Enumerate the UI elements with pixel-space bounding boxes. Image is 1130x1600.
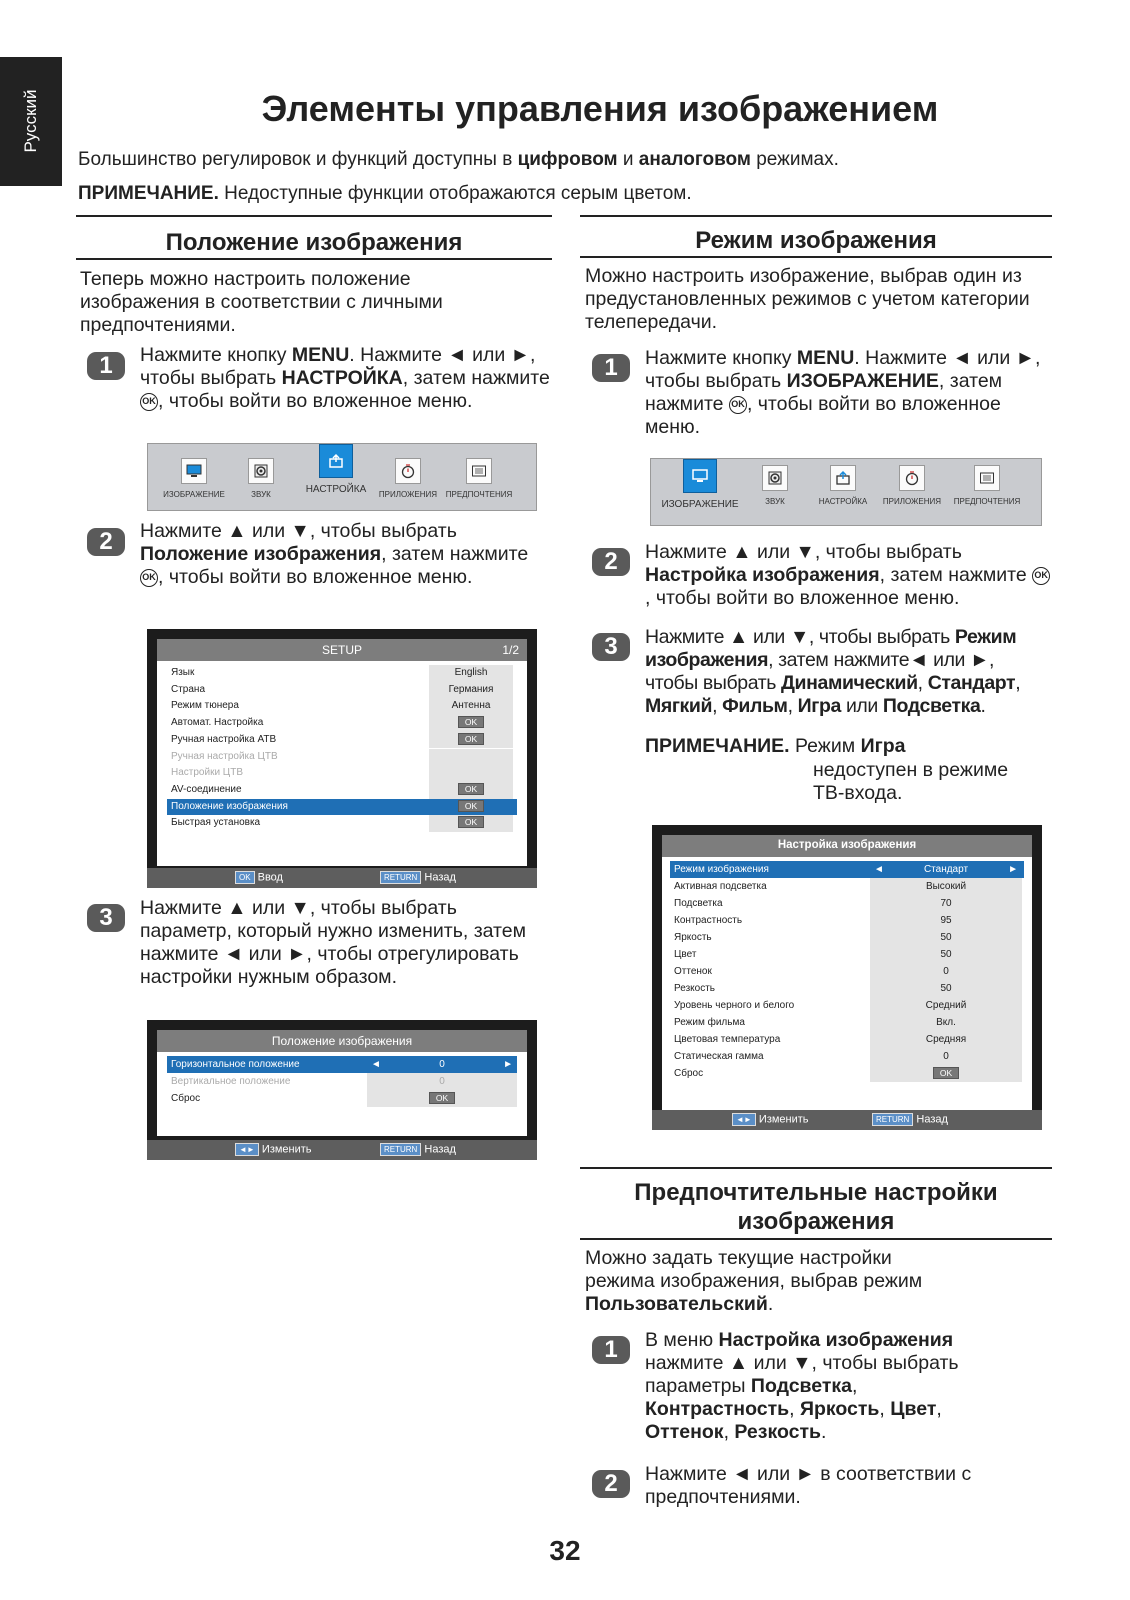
menu-row[interactable] bbox=[167, 765, 517, 782]
right-arrow-icon[interactable]: ► bbox=[1008, 864, 1018, 875]
menu-row[interactable] bbox=[167, 782, 517, 799]
row-value: OK bbox=[429, 815, 513, 832]
row-label: Ручная настройка АТВ bbox=[171, 733, 277, 745]
page-number: 32 bbox=[549, 1535, 581, 1566]
page-title: Элементы управления изображением bbox=[261, 88, 939, 129]
row-value: English bbox=[454, 667, 488, 678]
section-desc: Можно настроить изображение, выбрав один из предустановленных режимов с учетом категории телепередачи. bbox=[585, 265, 1030, 333]
intro-paragraph bbox=[78, 149, 839, 171]
language-label: Русский bbox=[21, 89, 40, 153]
step-badge: 3 bbox=[87, 904, 125, 932]
setup-footer: OK Ввод RETURN Назад bbox=[147, 868, 537, 888]
step-badge: 2 bbox=[592, 548, 630, 576]
menu-item-apps[interactable]: ПРИЛОЖЕНИЯ bbox=[378, 458, 438, 499]
row-label: Режим тюнера bbox=[171, 700, 239, 712]
menu-row[interactable] bbox=[670, 895, 1024, 912]
step-badge: 2 bbox=[87, 528, 125, 556]
row-label: Цвет bbox=[674, 949, 697, 960]
step-text: Нажмите кнопку MENU. Нажмите ◄ или ►, чтобы выбрать НАСТРОЙКА, затем нажмите OK , чтобы войти во вложенное меню. bbox=[140, 344, 550, 412]
speaker-icon bbox=[762, 465, 788, 491]
menu-item-apps[interactable]: ПРИЛОЖЕНИЯ bbox=[881, 465, 943, 506]
row-value: OK bbox=[870, 1065, 1022, 1082]
row-label: Оттенок bbox=[674, 966, 712, 977]
timer-icon bbox=[395, 458, 421, 484]
step-text: Нажмите ▲ или ▼, чтобы выбрать параметр, который нужно изменить, затем нажмите ◄ или ►, чтобы отрегулировать настройки нужным образом. bbox=[140, 897, 527, 988]
step-badge: 1 bbox=[592, 1336, 630, 1364]
row-value: OK bbox=[429, 799, 513, 816]
preferences-icon bbox=[974, 465, 1000, 491]
row-label: Статическая гамма bbox=[674, 1051, 764, 1062]
left-arrow-icon[interactable]: ◄ bbox=[371, 1059, 381, 1070]
menu-item-prefs[interactable]: ПРЕДПОЧТЕНИЯ bbox=[444, 458, 514, 499]
setup-icon bbox=[830, 465, 856, 491]
row-label: Быстрая установка bbox=[171, 817, 261, 829]
row-label: Язык bbox=[171, 667, 195, 678]
divider bbox=[580, 1167, 1052, 1169]
row-label: Сброс bbox=[171, 1093, 201, 1104]
mode-note-cont: недоступен в режиме ТВ-входа. bbox=[813, 759, 1009, 804]
row-value: 0 ◄ ► bbox=[367, 1056, 517, 1073]
row-label: Настройки ЦТВ bbox=[171, 767, 243, 779]
language-tab bbox=[0, 57, 62, 186]
row-value: 50 bbox=[940, 932, 952, 943]
section-desc: Теперь можно настроить положение изображения в соответствии с личными предпочтениями. bbox=[80, 268, 443, 336]
row-value: 50 bbox=[940, 983, 952, 994]
menu-row[interactable] bbox=[167, 665, 517, 682]
main-menu-bar bbox=[650, 458, 1042, 526]
divider bbox=[580, 256, 1052, 258]
row-label: Сброс bbox=[674, 1068, 704, 1079]
setup-screen bbox=[147, 629, 537, 888]
setup-icon bbox=[319, 444, 353, 478]
row-value: Стандарт ◄ ► bbox=[870, 861, 1022, 878]
menu-row[interactable] bbox=[670, 1048, 1024, 1065]
menu-row[interactable] bbox=[670, 861, 1024, 878]
row-value: OK bbox=[367, 1090, 517, 1107]
menu-row[interactable] bbox=[167, 799, 517, 816]
menu-row[interactable] bbox=[167, 749, 517, 766]
menu-item-setup[interactable]: НАСТРОЙКА bbox=[811, 465, 875, 506]
row-label: Яркость bbox=[674, 932, 712, 943]
menu-row[interactable] bbox=[167, 682, 517, 699]
intro-analog: аналоговом bbox=[638, 149, 751, 170]
menu-row[interactable] bbox=[167, 1090, 517, 1107]
menu-row[interactable] bbox=[670, 929, 1024, 946]
timer-icon bbox=[899, 465, 925, 491]
monitor-icon bbox=[683, 459, 717, 493]
menu-row[interactable] bbox=[670, 1014, 1024, 1031]
row-label: Режим фильма bbox=[674, 1017, 745, 1028]
menu-item-prefs[interactable]: ПРЕДПОЧТЕНИЯ bbox=[951, 465, 1023, 506]
intro-digital: цифровом bbox=[517, 149, 618, 170]
menu-item-picture[interactable]: ИЗОБРАЖЕНИЕ bbox=[163, 458, 225, 499]
section-title-mode: Режим изображения bbox=[695, 227, 937, 254]
row-label: Активная подсветка bbox=[674, 881, 767, 892]
main-menu-bar bbox=[147, 443, 537, 511]
position-list bbox=[157, 1052, 527, 1136]
row-label: Горизонтальное положение bbox=[171, 1059, 300, 1070]
menu-row[interactable] bbox=[670, 878, 1024, 895]
row-label: Положение изображения bbox=[171, 800, 288, 812]
ok-button-icon: OK bbox=[140, 569, 158, 587]
menu-row[interactable] bbox=[167, 815, 517, 832]
setup-list bbox=[157, 661, 527, 866]
row-value: Антенна bbox=[451, 700, 491, 712]
intro-text: и bbox=[617, 149, 639, 170]
step-badge: 1 bbox=[87, 352, 125, 380]
note-text: Недоступные функции отображаются серым цветом. bbox=[218, 183, 692, 204]
row-label: Контрастность bbox=[674, 915, 743, 926]
section-title-position: Положение изображения bbox=[165, 229, 463, 256]
step-badge: 2 bbox=[592, 1470, 630, 1498]
step-badge: 3 bbox=[592, 633, 630, 661]
step-text: В меню Настройка изображения нажмите ▲ или ▼, чтобы выбрать параметры Подсветка, Контрастность, Яркость, Цвет, Оттенок, Резкость. bbox=[645, 1329, 959, 1443]
menu-row[interactable] bbox=[670, 1031, 1024, 1048]
row-value: OK bbox=[429, 732, 513, 749]
row-value: Вкл. bbox=[936, 1017, 956, 1028]
section-title-prefs: Предпочтительные настройки изображения bbox=[634, 1179, 998, 1235]
row-value: 0 bbox=[943, 1051, 949, 1062]
monitor-icon bbox=[181, 458, 207, 484]
menu-row[interactable] bbox=[670, 912, 1024, 929]
menu-row[interactable] bbox=[167, 698, 517, 715]
row-value: Германия bbox=[448, 683, 494, 695]
position-screen bbox=[147, 1020, 537, 1160]
divider bbox=[580, 1238, 1052, 1240]
step-text: Нажмите кнопку MENU. Нажмите ◄ или ►, чтобы выбрать ИЗОБРАЖЕНИЕ, затем нажмите OK , чтобы войти во вложенное меню. bbox=[645, 347, 1041, 438]
step-text: Нажмите ◄ или ► в соответствии с предпочтениями. bbox=[645, 1463, 972, 1508]
divider bbox=[580, 215, 1052, 217]
preferences-icon bbox=[466, 458, 492, 484]
menu-row[interactable] bbox=[670, 1065, 1024, 1082]
row-label: AV-соединение bbox=[171, 783, 242, 795]
picture-header: Настройка изображения bbox=[662, 835, 1032, 857]
ok-button-icon: OK bbox=[140, 393, 158, 411]
section-desc: Можно задать текущие настройки режима изображения, выбрав режим Пользовательский. bbox=[585, 1247, 923, 1315]
right-arrow-icon[interactable]: ► bbox=[503, 1059, 513, 1070]
row-label: Цветовая температура bbox=[674, 1034, 781, 1045]
intro-text: Большинство регулировок и функций доступны в bbox=[78, 149, 518, 170]
row-label: Подсветка bbox=[674, 898, 723, 909]
row-value: 0 bbox=[439, 1076, 445, 1087]
row-label: Ручная настройка ЦТВ bbox=[171, 750, 278, 762]
row-value: 95 bbox=[940, 915, 952, 926]
note-label: ПРИМЕЧАНИЕ. bbox=[78, 183, 219, 204]
position-footer: ◄► Изменить RETURN Назад bbox=[147, 1140, 537, 1160]
speaker-icon bbox=[248, 458, 274, 484]
menu-item-setup[interactable]: НАСТРОЙКА bbox=[304, 444, 368, 495]
menu-row[interactable] bbox=[670, 980, 1024, 997]
row-label: Страна bbox=[171, 683, 206, 695]
ok-button-icon: OK bbox=[729, 396, 747, 414]
row-value: OK bbox=[429, 782, 513, 799]
row-value: OK bbox=[429, 715, 513, 732]
menu-row[interactable] bbox=[167, 715, 517, 732]
divider bbox=[76, 258, 552, 260]
picture-list bbox=[662, 857, 1032, 1111]
intro-note bbox=[78, 183, 692, 205]
picture-footer: ◄► Изменить RETURN Назад bbox=[652, 1110, 1042, 1130]
row-label: Вертикальное положение bbox=[171, 1076, 291, 1087]
step-text: Нажмите ▲ или ▼, чтобы выбрать Положение изображения, затем нажмите OK , чтобы войти во вложенное меню. bbox=[140, 520, 529, 588]
menu-row[interactable] bbox=[670, 946, 1024, 963]
menu-row[interactable] bbox=[167, 732, 517, 749]
row-value: Высокий bbox=[925, 881, 967, 892]
left-arrow-icon[interactable]: ◄ bbox=[874, 864, 884, 875]
step-badge: 1 bbox=[592, 354, 630, 382]
menu-item-sound[interactable]: ЗВУК bbox=[755, 465, 795, 506]
ok-button-icon: OK bbox=[1032, 567, 1050, 585]
row-value: 0 bbox=[943, 966, 949, 977]
row-label: Автомат. Настройка bbox=[171, 717, 264, 729]
row-label: Уровень черного и белого bbox=[674, 1000, 795, 1011]
row-value: Средняя bbox=[925, 1034, 967, 1045]
menu-row[interactable] bbox=[167, 1073, 517, 1090]
menu-item-sound[interactable]: ЗВУК bbox=[241, 458, 281, 499]
position-header: Положение изображения bbox=[157, 1030, 527, 1052]
row-label: Резкость bbox=[674, 983, 715, 994]
step-text: Нажмите ▲ или ▼, чтобы выбрать Настройка изображения, затем нажмите OK , чтобы войти во вложенное меню. bbox=[645, 541, 1055, 610]
intro-text: режимах. bbox=[750, 149, 839, 170]
row-label: Режим изображения bbox=[674, 864, 769, 875]
menu-row[interactable] bbox=[167, 1056, 517, 1073]
divider bbox=[76, 215, 552, 217]
picture-settings-screen bbox=[652, 825, 1042, 1130]
row-value: 70 bbox=[940, 898, 952, 909]
setup-header: SETUP 1/2 bbox=[157, 639, 527, 661]
menu-item-picture[interactable]: ИЗОБРАЖЕНИЕ bbox=[657, 459, 743, 510]
row-value: Средний bbox=[925, 1000, 967, 1011]
step-text: Нажмите ▲ или ▼, чтобы выбрать Режим изображения, затем нажмите◄ или ►, чтобы выбрать Динамический, Стандарт, Мягкий, Фильм, Игра или Подсветка. bbox=[645, 626, 1021, 717]
mode-note: ПРИМЕЧАНИЕ. Режим Игра bbox=[645, 735, 906, 757]
menu-row[interactable] bbox=[670, 963, 1024, 980]
menu-row[interactable] bbox=[670, 997, 1024, 1014]
row-value: 50 bbox=[940, 949, 952, 960]
